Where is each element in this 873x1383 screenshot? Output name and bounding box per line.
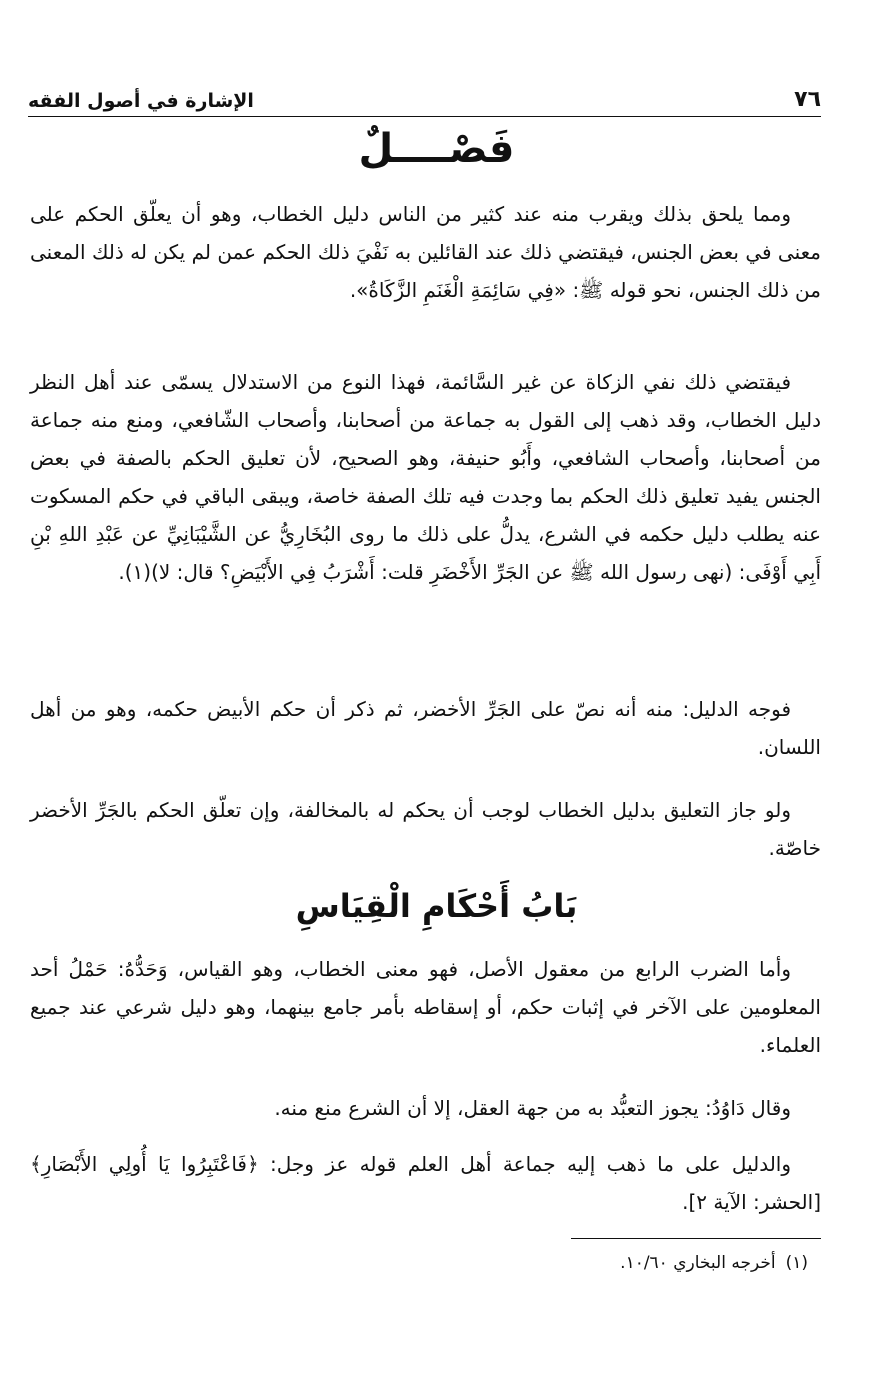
footnote-marker: (١) [785, 1253, 808, 1273]
paragraph-dalil-al-khitab: ومما يلحق بذلك ويقرب منه عند كثير من الناس دليل الخطاب، وهو أن يعلّق الحكم على معنى في بعض الجنس، فيقتضي ذلك عند القائلين به نَفْيَ ذلك الحكم عمن لم يكن له ذلك المعنى من ذلك الجنس، نحو قوله ﷺ: «فِي سَائِمَةِ الْغَنَمِ الزَّكَاةُ». [30, 202, 821, 302]
paragraph-dawud: وقال دَاوُدُ: يجوز التعبُّد به من جهة العقل، إلا أن الشرع منع منه. [274, 1096, 791, 1120]
footnote [30, 1248, 808, 1278]
footnote-divider [571, 1238, 821, 1239]
paragraph-law-jaza: ولو جاز التعليق بدليل الخطاب لوجب أن يحكم له بالمخالفة، وإن تعلّق الحكم بالجَرِّ الأخضر خاصّة. [30, 798, 821, 860]
page-header [28, 72, 821, 117]
section-heading: فَصْــــلٌ [358, 126, 515, 172]
running-title: الإشارة في أصول الفقه [28, 90, 254, 112]
page-number: ٧٦ [794, 87, 821, 112]
paragraph-wajh-al-dalil: فوجه الدليل: منه أنه نصّ على الجَرِّ الأخضر، ثم ذكر أن حكم الأبيض حكمه، وهو من أهل اللسان. [30, 697, 821, 759]
paragraph-al-dalil: والدليل على ما ذهب إليه جماعة أهل العلم قوله عز وجل: ﴿فَاعْتَبِرُوا يَا أُولِي الأَبْصَارِ﴾ [الحشر: الآية ٢]. [30, 1152, 821, 1214]
footnote-text: أخرجه البخاري ١٠/٦٠. [620, 1253, 776, 1273]
paragraph-al-qiyas: وأما الضرب الرابع من معقول الأصل، فهو معنى الخطاب، وهو القياس، وَحَدُّهُ: حَمْلُ أحد المعلومين على الآخر في إثبات حكم، أو إسقاطه بأمر جامع بينهما، وهو دليل شرعي عند جميع العلماء. [30, 957, 821, 1057]
chapter-heading: بَابُ أَحْكَامِ الْقِيَاسِ [295, 887, 578, 925]
paragraph-nafy-al-zakat: فيقتضي ذلك نفي الزكاة عن غير السَّائمة، فهذا النوع من الاستدلال يسمّى عند أهل النظر دليل الخطاب، وقد ذهب إلى القول به جماعة من أصحابنا، وأصحاب الشّافعي، ومنع منه جماعة من أصحابنا، وأصحاب الشافعي، وأَبُو حنيفة، وهو الصحيح، لأن تعليق الحكم بالصفة في بعض الجنس يفيد تعليق ذلك الحكم بما وجدت فيه تلك الصفة خاصة، ويبقى الباقي في حكم المسكوت عنه يطلب دليل حكمه في الشرع، يدلُّ على ذلك ما روى البُخَارِيُّ عن الشَّيْبَانِيِّ عن عَبْدِ اللهِ بْنِ أَبِي أَوْفَى: (نهى رسول الله ﷺ عن الجَرِّ الأَخْضَرِ قلت: أَشْرَبُ فِي الأَبْيَضِ؟ قال: لا)(١). [30, 370, 821, 584]
